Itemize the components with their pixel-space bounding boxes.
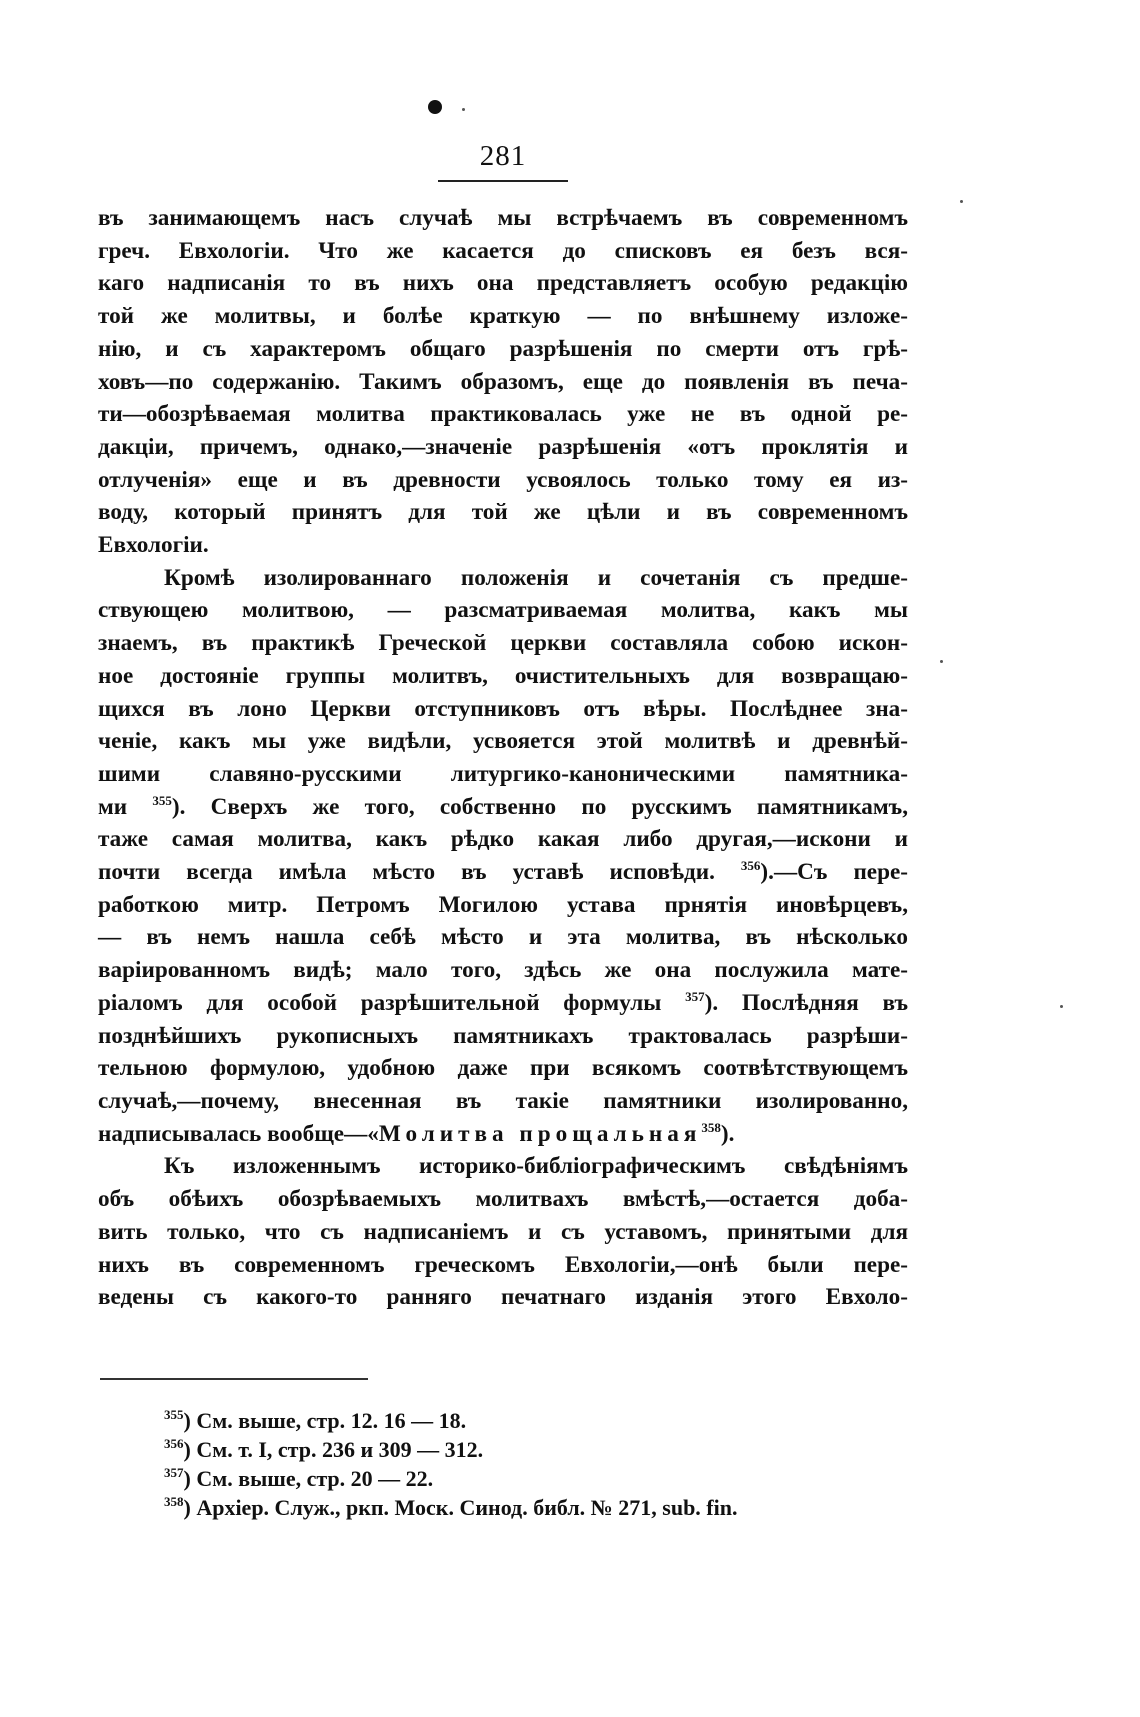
- footnote-mark: 356: [164, 1436, 184, 1451]
- footnote: [164, 1406, 884, 1435]
- footnote-mark: 358: [164, 1494, 184, 1509]
- text-line: греч. Евхологіи. Что же касается до списковъ ея безъ вся-: [98, 237, 908, 264]
- paragraph-3: [98, 1150, 908, 1314]
- footnote-text: ) Архіер. Служ., ркп. Моск. Синод. библ. № 271, sub. fin.: [183, 1495, 738, 1520]
- text-line: позднѣйшихъ рукописныхъ памятникахъ трактовалась разрѣши-: [98, 1022, 908, 1049]
- footnote-mark: 355: [164, 1407, 184, 1422]
- footnote-reference: 358: [701, 1119, 721, 1135]
- text-fragment: ).—Съ пере-: [760, 859, 908, 886]
- text-line: — въ немъ нашла себѣ мѣсто и эта молитва, въ нѣсколько: [98, 924, 908, 951]
- footnote: [164, 1493, 884, 1522]
- footnotes: [164, 1406, 884, 1522]
- text-line: знаемъ, въ практикѣ Греческой церкви составляла собою искон-: [98, 630, 908, 657]
- footnote-mark: 357: [164, 1465, 184, 1480]
- text-line: щихся въ лоно Церкви отступниковъ отъ вѣры. Послѣднее зна-: [98, 695, 908, 722]
- ink-speck: [960, 200, 963, 203]
- text-line: тельною формулою, удобною даже при всякомъ соотвѣтствующемъ: [98, 1055, 908, 1082]
- text-line: ти—обозрѣваемая молитва практиковалась уже не въ одной ре-: [98, 401, 908, 428]
- text-line: ведены съ какого-то ранняго печатнаго изданія этого Евхоло-: [98, 1284, 908, 1311]
- ink-speck: [462, 108, 465, 111]
- paragraph-1: [98, 202, 908, 562]
- text-line: ченіе, какъ мы уже видѣли, усвояется этой молитвѣ и древнѣй-: [98, 728, 908, 755]
- text-line: случаѣ,—почему, внесенная въ такіе памятники изолированно,: [98, 1087, 908, 1114]
- text-line: нію, и съ характеромъ общаго разрѣшенія по смерти отъ грѣ-: [98, 335, 908, 362]
- footnote: [164, 1464, 884, 1493]
- footnote-separator: [100, 1378, 368, 1380]
- footnote-reference: 356: [740, 858, 761, 874]
- ink-dot: [428, 100, 442, 114]
- text-line: нихъ въ современномъ греческомъ Евхологіи,—онѣ были пере-: [98, 1251, 908, 1278]
- ink-speck: [1060, 1005, 1063, 1008]
- text-line: Кромѣ изолированнаго положенія и сочетанія съ предше-: [164, 564, 908, 591]
- footnote: [164, 1435, 884, 1464]
- text-line: каго надписанія то въ нихъ она представляетъ особую редакцію: [98, 270, 908, 297]
- text-line: ствующею молитвою, — разсматриваемая молитва, какъ мы: [98, 597, 908, 624]
- body-text: [98, 202, 908, 1314]
- text-line: объ обѣихъ обозрѣваемыхъ молитвахъ вмѣстѣ,—остается доба-: [98, 1186, 908, 1213]
- page-number-rule: [438, 180, 568, 182]
- text-line: Къ изложеннымъ историко-библіографическимъ свѣдѣніямъ: [164, 1153, 908, 1180]
- text-line: [98, 791, 908, 824]
- text-line: варіированномъ видѣ; мало того, здѣсь же она послужила мате-: [98, 957, 908, 984]
- page-number: 281: [479, 140, 527, 172]
- text-line: [98, 1118, 908, 1151]
- text-fragment: ).: [720, 1120, 735, 1147]
- text-fragment: ). Сверхъ же того, собственно по русскимъ памятникамъ,: [171, 793, 908, 820]
- text-fragment: почти всегда имѣла мѣсто въ уставѣ исповѣди.: [98, 859, 715, 886]
- text-fragment: ). Послѣдняя въ: [704, 989, 909, 1016]
- text-line: воду, который принятъ для той же цѣли и въ современномъ: [98, 499, 908, 526]
- text-line: той же молитвы, и болѣе краткую — по внѣшнему изложе-: [98, 303, 908, 330]
- text-fragment: надписывалась вообще—«: [98, 1120, 379, 1147]
- text-line: Евхологіи.: [98, 532, 209, 559]
- text-line: ховъ—по содержанію. Такимъ образомъ, еще до появленія въ печа-: [98, 368, 908, 395]
- text-line: [98, 987, 908, 1020]
- text-fragment: ріаломъ для особой разрѣшительной формулы: [98, 989, 662, 1016]
- text-line: въ занимающемъ насъ случаѣ мы встрѣчаемъ въ современномъ: [98, 205, 908, 231]
- spaced-title: Молитва прощальная: [378, 1120, 702, 1147]
- footnote-reference: 357: [685, 988, 705, 1004]
- text-line: таже самая молитва, какъ рѣдко какая либо другая,—искони и: [98, 826, 908, 853]
- text-line: отлученія» еще и въ древности усвоялось только тому ея из-: [98, 466, 908, 493]
- text-line: ное достояніе группы молитвъ, очистительныхъ для возвращаю-: [98, 662, 908, 689]
- ink-speck: [940, 660, 943, 663]
- text-fragment: ми: [98, 793, 128, 820]
- footnote-text: ) См. т. I, стр. 236 и 309 — 312.: [183, 1437, 484, 1462]
- text-line: вить только, что съ надписаніемъ и съ уставомъ, принятыми для: [98, 1218, 908, 1245]
- text-line: [98, 856, 908, 889]
- footnote-text: ) См. выше, стр. 12. 16 — 18.: [183, 1408, 467, 1433]
- text-line: работкою митр. Петромъ Могилою устава прнятія иновѣрцевъ,: [98, 891, 908, 918]
- paragraph-2: [98, 562, 908, 1151]
- footnote-text: ) См. выше, стр. 20 — 22.: [183, 1466, 434, 1491]
- footnote-reference: 355: [152, 792, 172, 808]
- text-line: дакціи, причемъ, однако,—значеніе разрѣшенія «отъ проклятія и: [98, 433, 908, 460]
- text-line: шими славяно-русскими литургико-каноническими памятника-: [98, 760, 908, 787]
